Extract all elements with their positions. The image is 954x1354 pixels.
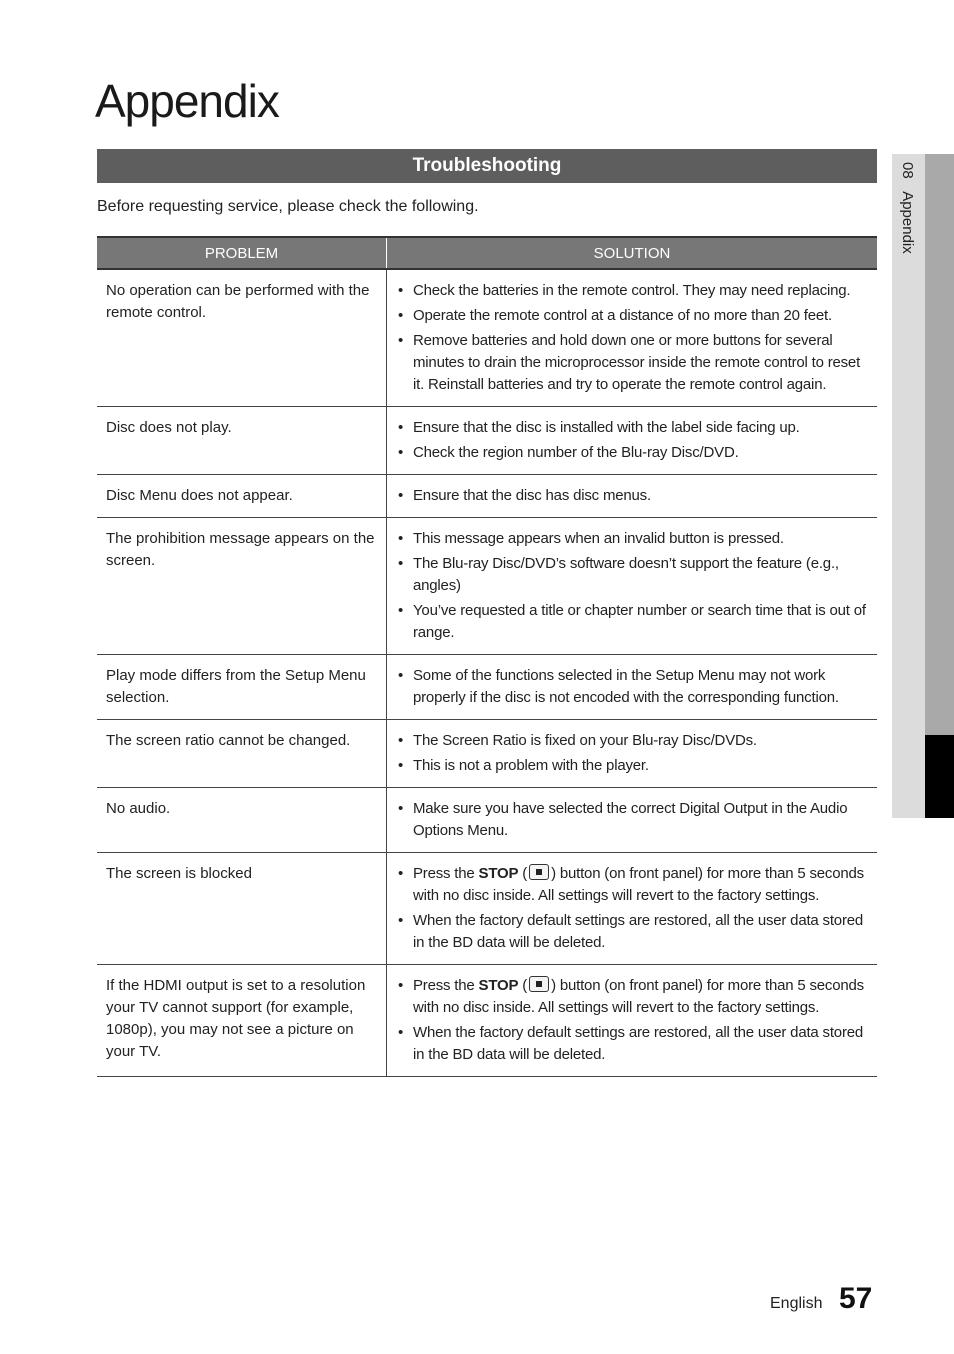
solution-list [397,528,875,644]
problem-cell: If the HDMI output is set to a resolution your TV cannot support (for example, 1080p), you may not see a picture on your TV. [97,965,387,1077]
side-tab-title: Appendix [899,191,916,254]
side-tab-label [899,162,916,254]
solution-item [397,975,875,1019]
page-number: 57 [839,1282,873,1315]
intro-text: Before requesting service, please check the following. [97,198,479,215]
stop-instruction-after: ) button (on front panel) for more than 5 seconds with no disc inside. All settings will revert to the factory settings. [413,977,864,1016]
footer-language: English [770,1295,823,1312]
table-row [97,475,877,518]
problem-cell: Disc Menu does not appear. [97,475,387,518]
solution-cell [387,475,878,518]
solution-item [397,863,875,907]
solution-item: • Check the region number of the Blu-ray Disc/DVD. [397,442,875,464]
solution-item: • When the factory default settings are restored, all the user data stored in the BD data will be deleted. [397,1022,875,1066]
solution-item: • Make sure you have selected the correct Digital Output in the Audio Options Menu. [397,798,875,842]
stop-paren: ( [522,977,528,994]
solution-cell [387,853,878,965]
stop-instruction-after: ) button (on front panel) for more than 5 seconds with no disc inside. All settings will revert to the factory settings. [413,865,864,904]
solution-item: • Some of the functions selected in the Setup Menu may not work properly if the disc is not encoded with the corresponding function. [397,665,875,709]
solution-cell [387,965,878,1077]
solution-list [397,975,875,1066]
solution-cell [387,407,878,475]
table-row [97,788,877,853]
stop-key-label: STOP [478,977,519,994]
problem-cell: Disc does not play. [97,407,387,475]
table-row [97,269,877,407]
solution-cell [387,720,878,788]
solution-item: • You’ve requested a title or chapter number or search time that is out of range. [397,600,875,644]
section-header: Troubleshooting [97,149,877,183]
problem-cell: The screen ratio cannot be changed. [97,720,387,788]
solution-item: • This message appears when an invalid button is pressed. [397,528,875,550]
solution-list [397,665,875,709]
stop-instruction-before: Press the [413,977,475,994]
solution-cell [387,269,878,407]
solution-item: • Remove batteries and hold down one or more buttons for several minutes to drain the microprocessor inside the remote control to reset it. Reinstall batteries and try to operate the remote control again. [397,330,875,396]
table-header-row [97,237,877,269]
solution-list [397,863,875,954]
problem-cell: The screen is blocked [97,853,387,965]
solution-list [397,798,875,842]
problem-cell: Play mode differs from the Setup Menu selection. [97,655,387,720]
table-row [97,720,877,788]
table-row [97,853,877,965]
page-title: Appendix [95,75,279,127]
header-solution: SOLUTION [387,237,878,269]
stop-button-icon [529,864,549,880]
header-problem: PROBLEM [97,237,387,269]
solution-list [397,280,875,396]
table-row [97,407,877,475]
solution-list [397,730,875,777]
solution-cell [387,518,878,655]
stop-key-label: STOP [478,865,519,882]
problem-cell: No audio. [97,788,387,853]
solution-list [397,417,875,464]
solution-item: • Operate the remote control at a distance of no more than 20 feet. [397,305,875,327]
solution-item: • The Blu-ray Disc/DVD’s software doesn’t support the feature (e.g., angles) [397,553,875,597]
side-tab-chapter: 08 [899,162,916,179]
solution-item: • When the factory default settings are restored, all the user data stored in the BD data will be deleted. [397,910,875,954]
solution-item: • This is not a problem with the player. [397,755,875,777]
troubleshooting-table [97,236,877,1077]
side-tab-marker [925,154,954,735]
solution-list [397,485,875,507]
table-row [97,965,877,1077]
solution-item: • Ensure that the disc is installed with the label side facing up. [397,417,875,439]
stop-button-icon [529,976,549,992]
solution-item: • Ensure that the disc has disc menus. [397,485,875,507]
stop-paren: ( [522,865,528,882]
solution-cell [387,655,878,720]
table-row [97,655,877,720]
problem-cell: No operation can be performed with the remote control. [97,269,387,407]
solution-item: • The Screen Ratio is fixed on your Blu-ray Disc/DVDs. [397,730,875,752]
stop-instruction-before: Press the [413,865,475,882]
solution-cell [387,788,878,853]
side-tab-active-marker [925,735,954,818]
table-row [97,518,877,655]
problem-cell: The prohibition message appears on the screen. [97,518,387,655]
solution-item: • Check the batteries in the remote control. They may need replacing. [397,280,875,302]
